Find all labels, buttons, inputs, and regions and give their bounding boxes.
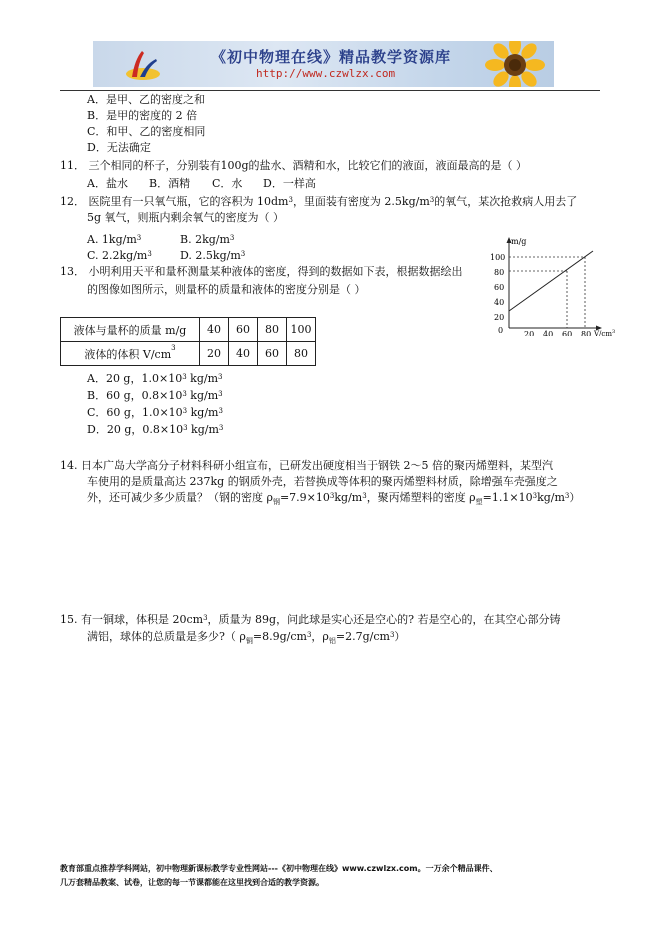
- q11-option-b: B．酒精: [149, 177, 191, 190]
- q14-line2: 车使用的是质量高达 237kg 的钢质外壳，若替换成等体积的聚丙烯塑料材质，除增强车壳强度之: [87, 475, 558, 488]
- banner-url[interactable]: http://www.czwlzx.com: [256, 67, 396, 80]
- q11-option-a: A．盐水: [87, 177, 128, 190]
- table-cell: 80: [258, 318, 287, 342]
- page-footer: [60, 862, 498, 890]
- q13-data-table: [60, 317, 316, 366]
- x-tick-40: 40: [543, 330, 554, 336]
- q12-option-b: B. $2kg/m^3$: [180, 233, 235, 246]
- q12-option-a: A. $1kg/m^3$: [87, 233, 142, 246]
- y-axis-label: m/g: [511, 237, 527, 246]
- y-tick-80: 80: [494, 268, 505, 277]
- header-divider: [60, 90, 600, 91]
- q13-option-d: D．20 g，$0.8\times 10^3$ $kg/m^3$: [87, 423, 224, 436]
- y-tick-0: 0: [498, 326, 504, 335]
- table-row: [61, 342, 316, 366]
- table-row-label: 液体的体积 $V/cm^3$: [61, 342, 200, 366]
- q12-option-d: D. $2.5kg/m^3$: [180, 249, 246, 262]
- x-tick-60: 60: [562, 330, 573, 336]
- y-tick-20: 20: [494, 313, 505, 322]
- table-cell: 60: [229, 318, 258, 342]
- q13-stem-line2: 的图像如图所示，则量杯的质量和液体的密度分别是（ ）: [87, 283, 366, 296]
- table-cell: 40: [229, 342, 258, 366]
- table-row-label: 液体与量杯的质量 m/g: [61, 318, 200, 342]
- q13-option-c: C．60 g，$1.0\times 10^3$ $kg/m^3$: [87, 406, 223, 419]
- header-banner: [93, 41, 554, 87]
- q13-stem: 13． 小明利用天平和量杯测量某种液体的密度，得到的数据如下表，根据数据绘出: [60, 265, 463, 278]
- q15-line2: 满铝，球体的总质量是多少?（ $\rho_铜=8.9g/cm^3$，$\rho_铝=2.7g/cm^3$）: [87, 630, 406, 646]
- table-cell: 80: [287, 342, 316, 366]
- x-tick-80: 80: [581, 330, 592, 336]
- table-cell: 100: [287, 318, 316, 342]
- site-logo-icon: [123, 47, 163, 83]
- q15-line1: 15. 有一铜球，体积是 $20cm^3$，质量为 89g，问此球是实心还是空心的? 若是空心的，在其空心部分铸: [60, 613, 561, 626]
- q11-option-d: D．一样高: [263, 177, 316, 190]
- q12-stem-line2: 5g 氧气，则瓶内剩余氧气的密度为（ ）: [87, 211, 285, 224]
- q14-line3: 外，还可减少多少质量？（钢的密度 $\rho_钢=7.9\times 10^3kg/m^3$，聚丙烯塑料的密度 $\rho_塑=1.1\times 10^3kg/m^3$）: [87, 491, 581, 507]
- q14-line1: 14. 日本广岛大学高分子材料科研小组宣布，已研发出硬度相当于钢铁 2～5 倍的聚丙烯塑料，某型汽: [60, 459, 553, 472]
- x-axis-label: $V/cm^3$: [594, 329, 616, 336]
- table-cell: 20: [200, 342, 229, 366]
- y-tick-100: 100: [490, 253, 506, 262]
- q13-option-a: A．20 g，$1.0\times 10^3$ $kg/m^3$: [87, 372, 223, 385]
- x-tick-20: 20: [524, 330, 535, 336]
- table-row: [61, 318, 316, 342]
- footer-line-2: 几万套精品教案、试卷，让您的每一节课都能在这里找到合适的教学资源。: [60, 878, 324, 887]
- q10-option-d: D．无法确定: [87, 141, 151, 154]
- q10-option-c: C．和甲、乙的密度相同: [87, 125, 206, 138]
- y-tick-60: 60: [494, 283, 505, 292]
- q10-option-b: B．是甲的密度的 2 倍: [87, 109, 198, 122]
- q12-option-c: C. $2.2kg/m^3$: [87, 249, 152, 262]
- data-line: [509, 251, 593, 311]
- q10-option-a: A．是甲、乙的密度之和: [87, 93, 205, 106]
- table-cell: 40: [200, 318, 229, 342]
- y-tick-40: 40: [494, 298, 505, 307]
- q11-option-c: C．水: [212, 177, 243, 190]
- table-cell: 60: [258, 342, 287, 366]
- q12-stem: 12． 医院里有一只氧气瓶，它的容积为 $10dm^3$，里面装有密度为 $2.5kg/m^3$的氧气，某次抢救病人用去了: [60, 195, 578, 208]
- banner-title: 《初中物理在线》精品教学资源库: [211, 48, 452, 66]
- q11-stem: 11． 三个相同的杯子，分别装有100g的盐水、酒精和水，比较它们的液面，液面最高的是（ ）: [60, 159, 528, 172]
- q13-option-b: B．60 g，$0.8\times 10^3$ $kg/m^3$: [87, 389, 223, 402]
- footer-line-1: 教育部重点推荐学科网站，初中物理新课标教学专业性网站---《初中物理在线》www.czwlzx.com。一万余个精品课件、: [60, 864, 498, 873]
- sunflower-icon: [480, 41, 550, 87]
- q13-mass-volume-graph: [487, 236, 622, 336]
